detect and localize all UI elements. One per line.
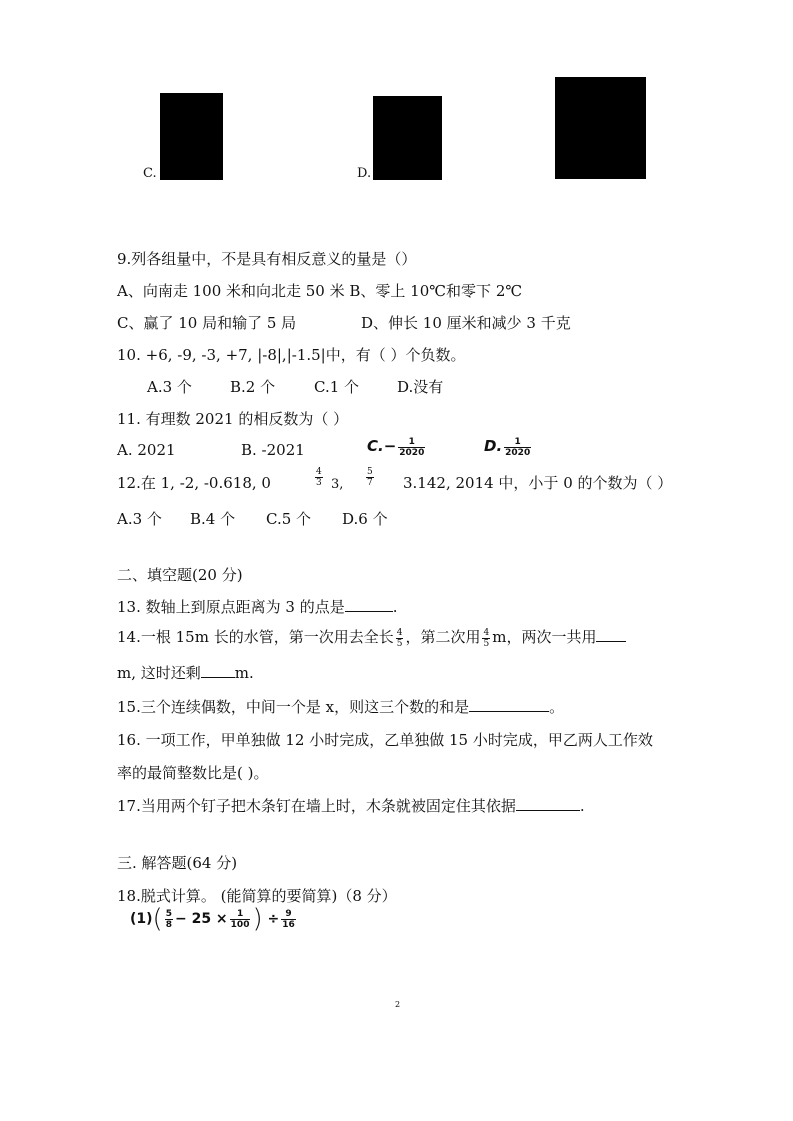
q12-option-a: A.3 个 — [117, 510, 162, 528]
q17-blank[interactable] — [516, 796, 580, 811]
q14-part-2: 第二次用 — [420, 628, 481, 646]
page-number: 2 — [395, 1000, 401, 1009]
q11-option-c — [367, 436, 427, 458]
q9-option-d: D、伸长 10 厘米和减少 3 千克 — [361, 314, 571, 332]
q12-sep: 3, — [331, 477, 344, 492]
q14-f1-num: 4 — [396, 627, 403, 638]
q14-blank-1[interactable] — [596, 627, 626, 642]
q18-mid: − 25 × — [174, 911, 228, 927]
q18-open-paren: ( — [152, 904, 163, 934]
section-3-title: 三. 解答题(64 分) — [117, 854, 238, 872]
q12-f1-den: 3 — [316, 477, 322, 488]
option-d-label: D. — [357, 166, 372, 181]
q13-stem: 13. 数轴上到原点距离为 3 的点是 — [117, 598, 345, 616]
q9-options-ab: A、向南走 100 米和向北走 50 米 B、零上 10℃和零下 2℃ — [117, 282, 523, 300]
q14-frac-1 — [396, 628, 404, 649]
q14-f1-den: 5 — [396, 638, 403, 649]
q13-blank[interactable] — [345, 597, 393, 612]
q11-option-c-fraction — [398, 437, 425, 458]
q12-f2-num: 5 — [367, 466, 373, 477]
q12-f2-den: 7 — [367, 477, 373, 488]
q12-frac-5-7 — [366, 467, 374, 488]
q14-line-1 — [117, 627, 626, 649]
q15-blank[interactable] — [469, 697, 549, 712]
q18-frac-9-16 — [281, 909, 296, 930]
q18-expression — [130, 906, 298, 932]
section-2-title: 二、填空题(20 分) — [117, 566, 243, 584]
q18-div: ÷ — [267, 911, 280, 927]
q12-option-b: B.4 个 — [190, 510, 236, 528]
q18-f3-num: 9 — [281, 909, 296, 920]
q14-f2-den: 5 — [483, 638, 490, 649]
q18-f3-den: 16 — [282, 919, 295, 930]
q14-frac-2 — [482, 628, 490, 649]
q14-part-1: 14.一根 15m 长的水管，第一次用去全长 — [117, 628, 394, 646]
q18-f2-den: 100 — [230, 919, 250, 930]
q11-option-d-den: 2020 — [505, 447, 531, 458]
q18-f1-den: 8 — [165, 919, 172, 930]
q18-frac-1-100 — [230, 909, 251, 930]
q12-frac-4-3 — [315, 467, 323, 488]
q14-line-2-suffix: m. — [234, 664, 254, 682]
q11-option-d-num: 1 — [504, 437, 531, 448]
q10-option-a: A.3 个 — [147, 378, 192, 396]
q10-stem: 10. +6, -9, -3, +7, |-8|,|-1.5|中，有（ ）个负数。 — [117, 346, 466, 364]
q11-option-d — [484, 436, 533, 458]
q17-text — [117, 796, 585, 816]
q13-end: . — [392, 598, 398, 616]
q14-line-2 — [117, 663, 254, 683]
q14-comma: ， — [405, 628, 421, 646]
q18-frac-5-8 — [165, 909, 173, 930]
option-c-image — [160, 93, 223, 180]
q14-blank-2[interactable] — [201, 663, 235, 678]
q15-end: 。 — [549, 698, 565, 716]
q16-line-1: 16. 一项工作，甲单独做 12 小时完成，乙单独做 15 小时完成，甲乙两人工作效 — [117, 731, 653, 749]
q14-line-2-prefix: m, 这时还剩 — [117, 664, 201, 682]
q12-fraction-1 — [313, 466, 325, 488]
q14-f2-num: 4 — [483, 627, 490, 638]
q18-close-paren: ) — [252, 904, 263, 934]
q12-suffix: 3.142, 2014 中，小于 0 的个数为（ ） — [403, 474, 673, 492]
q11-option-a: A. 2021 — [117, 441, 176, 459]
q12-f1-num: 4 — [316, 466, 322, 477]
q12-fraction-2 — [364, 466, 376, 488]
q9-stem: 9.列各组量中，不是具有相反意义的量是（） — [117, 250, 417, 268]
q11-option-b: B. -2021 — [241, 441, 305, 459]
q9-option-c: C、赢了 10 局和输了 5 局 — [117, 314, 297, 332]
option-d-image — [373, 96, 442, 180]
q11-option-d-prefix: D. — [484, 437, 503, 455]
q13-text — [117, 597, 398, 617]
option-c-label: C. — [143, 166, 157, 181]
q14-part-3: m，两次一共用 — [492, 628, 597, 646]
q18-f1-num: 5 — [165, 908, 172, 919]
q17-end: . — [579, 797, 585, 815]
q18-text: 18.脱式计算。 (能简算的要简算)（8 分） — [117, 887, 397, 905]
q12-option-d: D.6 个 — [342, 510, 388, 528]
q12-prefix: 12.在 1, -2, -0.618, 0 — [117, 474, 271, 492]
q11-option-c-num: 1 — [398, 437, 425, 448]
q11-option-c-den: 2020 — [399, 447, 425, 458]
q11-option-d-fraction — [504, 437, 531, 458]
q10-option-d: D.没有 — [397, 378, 444, 396]
q10-option-c: C.1 个 — [314, 378, 360, 396]
q11-stem: 11. 有理数 2021 的相反数为（ ） — [117, 410, 349, 428]
option-image-extra — [555, 77, 646, 179]
q15-text — [117, 697, 564, 717]
q16-line-2: 率的最简整数比是( )。 — [117, 764, 269, 782]
q12-option-c: C.5 个 — [266, 510, 312, 528]
q10-option-b: B.2 个 — [230, 378, 276, 396]
q18-expr-label: (1) — [130, 911, 153, 927]
q18-f2-num: 1 — [230, 909, 251, 920]
q11-option-c-prefix: C.− — [367, 437, 397, 455]
q17-stem: 17.当用两个钉子把木条钉在墙上时，木条就被固定住其依据 — [117, 797, 516, 815]
q15-stem: 15.三个连续偶数，中间一个是 x，则这三个数的和是 — [117, 698, 470, 716]
